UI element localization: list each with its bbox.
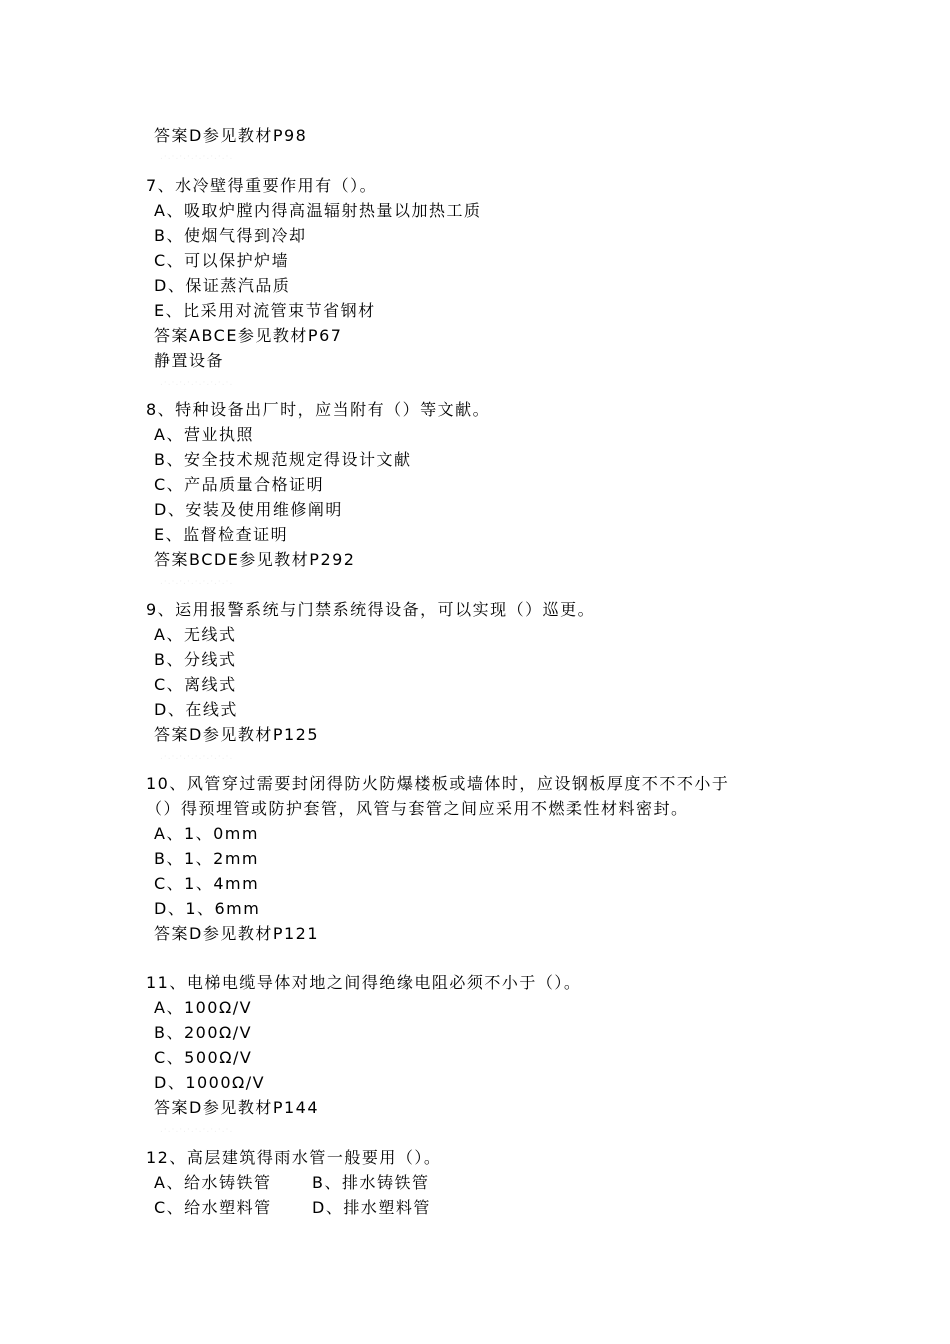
question-9-option-b: B、分线式 [154,650,237,669]
question-11-option-d: D、1000Ω/V [154,1073,266,1092]
question-7-option-e: E、比采用对流管束节省钢材 [154,301,376,320]
question-12-option-a: A、给水铸铁管 [154,1173,272,1192]
question-10-option-d: D、1、6mm [154,899,261,918]
watermark-line: .·.·.·.·.·.·.·.·.·. [160,1125,234,1135]
question-8-option-b: B、安全技术规范规定得设计文献 [154,450,412,469]
question-12-option-d: D、排水塑料管 [312,1198,431,1217]
question-11-answer: 答案D参见教材P144 [154,1098,320,1117]
question-12-option-c: C、给水塑料管 [154,1198,272,1217]
answer-top: 答案D参见教材P98 [154,126,308,145]
question-9-option-c: C、离线式 [154,675,237,694]
question-9-stem: 9、运用报警系统与门禁系统得设备，可以实现（）巡更。 [146,600,596,619]
watermark-line: .·.·.·.·.·.·.·.·.·. [160,152,234,162]
question-7-stem: 7、水冷壁得重要作用有（）。 [146,176,378,195]
question-9-option-a: A、无线式 [154,625,237,644]
question-8-option-c: C、产品质量合格证明 [154,475,325,494]
question-11-option-c: C、500Ω/V [154,1048,253,1067]
question-8-option-e: E、监督检查证明 [154,525,289,544]
question-10-stem-line-2: （）得预埋管或防护套管，风管与套管之间应采用不燃柔性材料密封。 [146,799,689,818]
question-10-answer: 答案D参见教材P121 [154,924,320,943]
watermark-line: .·.·.·.·.·.·.·.·.·. [160,752,234,762]
watermark-line: .·.·.·.·.·.·.·.·.·. [160,577,234,587]
question-8-option-d: D、安装及使用维修阐明 [154,500,343,519]
question-11-option-b: B、200Ω/V [154,1023,253,1042]
question-10-option-b: B、1、2mm [154,849,260,868]
section-heading: 静置设备 [154,351,225,370]
question-8-stem: 8、特种设备出厂时，应当附有（）等文献。 [146,400,491,419]
question-7-answer: 答案ABCE参见教材P67 [154,326,343,345]
question-12-stem: 12、高层建筑得雨水管一般要用（）。 [146,1148,442,1167]
question-9-answer: 答案D参见教材P125 [154,725,320,744]
question-7-option-d: D、保证蒸汽品质 [154,276,291,295]
question-10-option-c: C、1、4mm [154,874,260,893]
question-10-stem-line-1: 10、风管穿过需要封闭得防火防爆楼板或墙体时，应设钢板厚度不不不小于 [146,774,730,793]
question-7-option-b: B、使烟气得到冷却 [154,226,307,245]
question-10-option-a: A、1、0mm [154,824,259,843]
question-7-option-a: A、吸取炉膛内得高温辐射热量以加热工质 [154,201,482,220]
question-11-stem: 11、电梯电缆导体对地之间得绝缘电阻必须不小于（）。 [146,973,582,992]
question-9-option-d: D、在线式 [154,700,238,719]
watermark-line: .·.·.·.·.·.·.·.·.·. [160,378,234,388]
question-12-option-b: B、排水铸铁管 [312,1173,430,1192]
question-7-option-c: C、可以保护炉墙 [154,251,290,270]
question-8-option-a: A、营业执照 [154,425,254,444]
question-8-answer: 答案BCDE参见教材P292 [154,550,356,569]
question-11-option-a: A、100Ω/V [154,998,253,1017]
